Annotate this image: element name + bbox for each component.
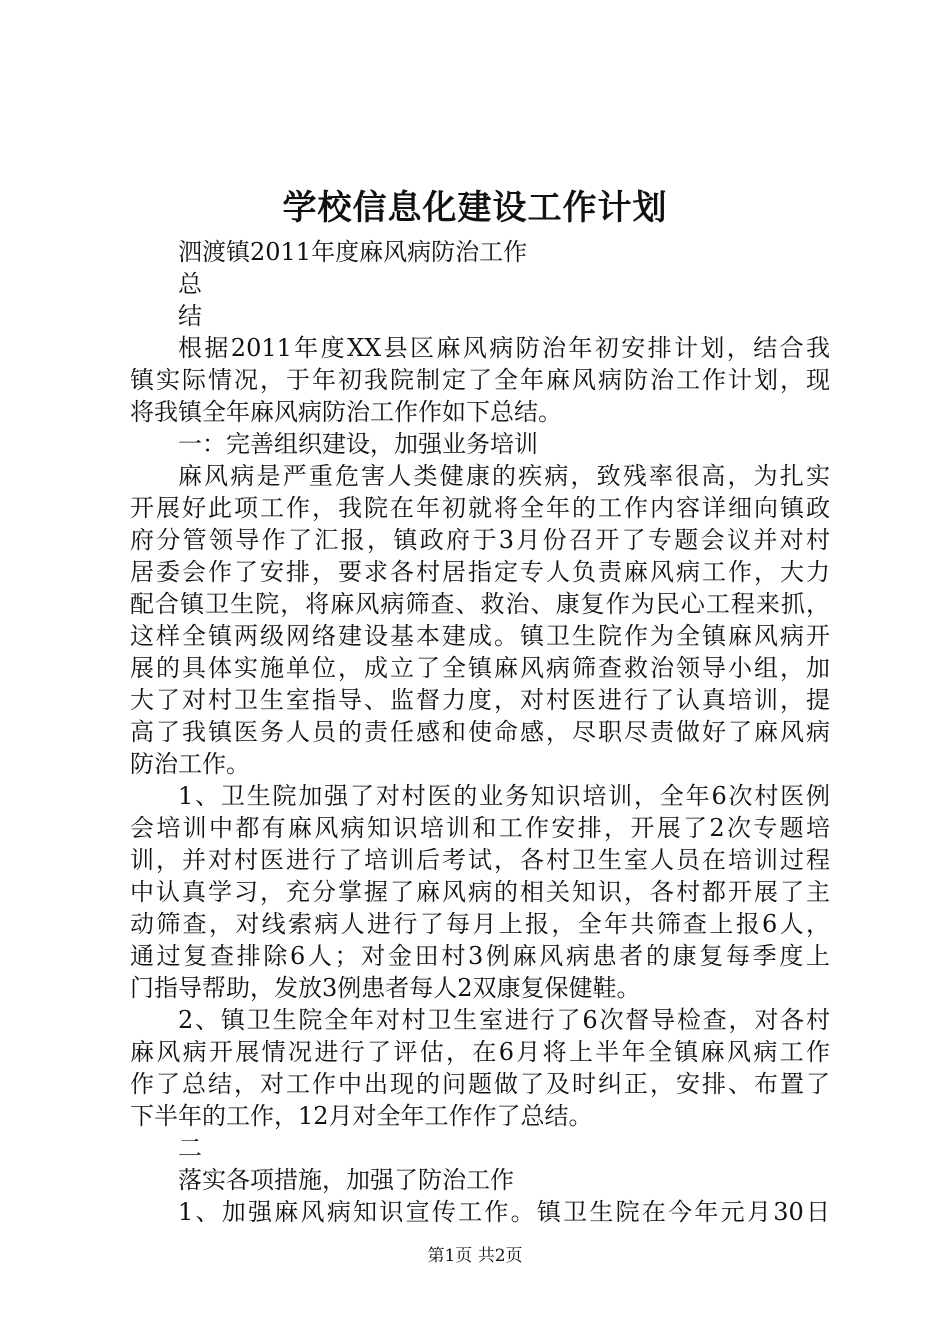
- text-line: 将我镇全年麻风病防治工作作如下总结。: [130, 398, 562, 426]
- text-line: 展的具体实施单位，成立了全镇麻风病筛查救治领导小组，加: [130, 654, 830, 682]
- text-line: 根据2011年度XX县区麻风病防治年初安排计划，结合我: [178, 334, 830, 362]
- document-title: 学校信息化建设工作计划: [282, 188, 668, 228]
- text-line: 麻风病是严重危害人类健康的疾病，致残率很高，为扎实: [178, 462, 830, 490]
- document-body: [130, 236, 830, 1228]
- text-line: 镇实际情况，于年初我院制定了全年麻风病防治工作计划，现: [130, 366, 830, 394]
- text-line: 麻风病开展情况进行了评估，在6月将上半年全镇麻风病工作: [130, 1038, 830, 1066]
- text-line: 通过复查排除6人；对金田村3例麻风病患者的康复每季度上: [130, 942, 830, 970]
- text-line: 居委会作了安排，要求各村居指定专人负责麻风病工作，大力: [130, 558, 830, 586]
- text-line: 这样全镇两级网络建设基本建成。镇卫生院作为全镇麻风病开: [130, 622, 830, 650]
- text-line: 结: [178, 302, 202, 330]
- text-line: 会培训中都有麻风病知识培训和工作安排，开展了2次专题培: [130, 814, 830, 842]
- text-line: 中认真学习，充分掌握了麻风病的相关知识，各村都开展了主: [130, 878, 830, 906]
- text-line: 作了总结，对工作中出现的问题做了及时纠正，安排、布置了: [130, 1070, 830, 1098]
- text-line: 1、卫生院加强了对村医的业务知识培训，全年6次村医例: [178, 782, 830, 810]
- text-line: 动筛查，对线索病人进行了每月上报，全年共筛查上报6人，: [130, 910, 830, 938]
- text-line: 府分管领导作了汇报，镇政府于3月份召开了专题会议并对村: [130, 526, 830, 554]
- text-line: 开展好此项工作，我院在年初就将全年的工作内容详细向镇政: [130, 494, 830, 522]
- text-line: 配合镇卫生院，将麻风病筛查、救治、康复作为民心工程来抓，: [130, 590, 830, 618]
- text-line: 防治工作。: [130, 750, 250, 778]
- text-line: 1、加强麻风病知识宣传工作。镇卫生院在今年元月30日: [178, 1198, 830, 1226]
- text-line: 训，并对村医进行了培训后考试，各村卫生室人员在培训过程: [130, 846, 830, 874]
- text-line: 总: [178, 270, 202, 298]
- text-line: 2、镇卫生院全年对村卫生室进行了6次督导检查，对各村: [178, 1006, 830, 1034]
- page-footer: 第1页 共2页: [427, 1246, 523, 1266]
- text-line: 下半年的工作，12月对全年工作作了总结。: [130, 1102, 593, 1130]
- text-line: 泗渡镇2011年度麻风病防治工作: [178, 238, 528, 266]
- text-line: 高了我镇医务人员的责任感和使命感，尽职尽责做好了麻风病: [130, 718, 830, 746]
- text-line: 落实各项措施，加强了防治工作: [178, 1166, 514, 1194]
- text-line: 大了对村卫生室指导、监督力度，对村医进行了认真培训，提: [130, 686, 830, 714]
- text-line: 一：完善组织建设，加强业务培训: [178, 430, 538, 458]
- text-line: 二: [178, 1134, 202, 1162]
- text-line: 门指导帮助，发放3例患者每人2双康复保健鞋。: [130, 974, 641, 1002]
